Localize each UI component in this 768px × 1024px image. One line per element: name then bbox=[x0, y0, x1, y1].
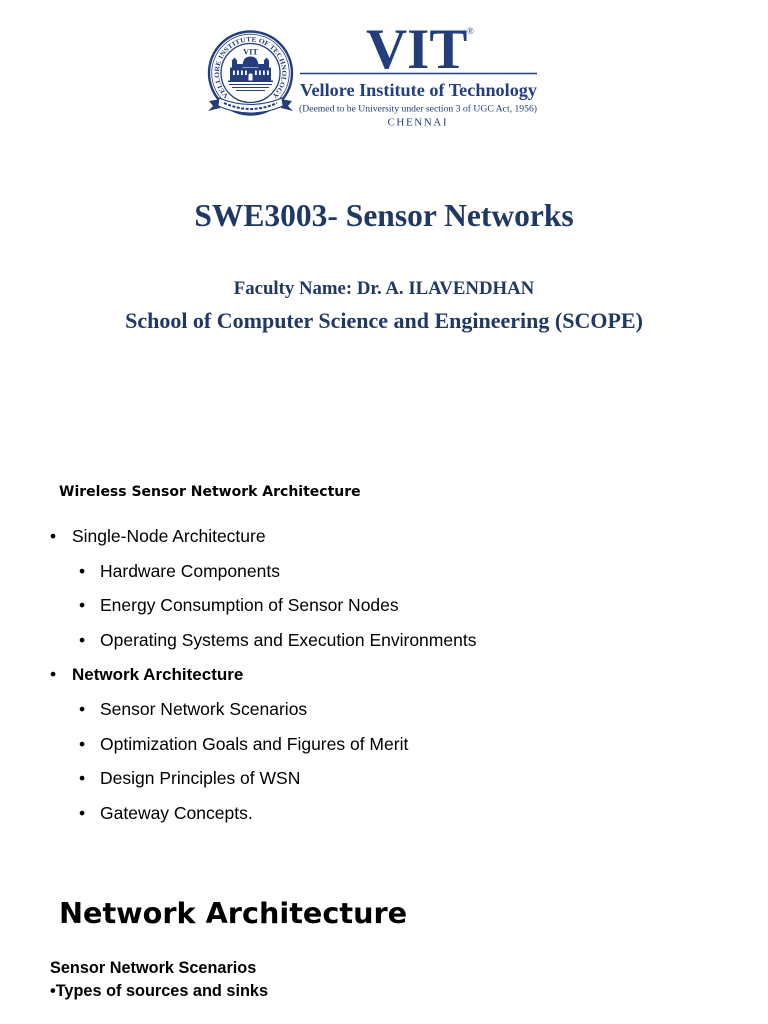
list-item-text: Single-Node Architecture bbox=[72, 525, 266, 546]
seal-ring-text-path: VELLORE INSTITUTE OF TECHNOLOGY bbox=[213, 36, 288, 100]
building-left-tower bbox=[232, 61, 237, 68]
section-point: •Types of sources and sinks bbox=[50, 982, 269, 1001]
building-right-wing bbox=[259, 64, 265, 68]
course-title: SWE3003- Sensor Networks bbox=[194, 198, 574, 233]
bullet: • bbox=[79, 767, 86, 788]
list-subitem-text: Energy Consumption of Sensor Nodes bbox=[100, 594, 399, 615]
seal-building-illustration bbox=[228, 57, 273, 83]
section-subheading: Sensor Network Scenarios bbox=[50, 959, 257, 978]
list-subitem-text: Sensor Network Scenarios bbox=[100, 698, 308, 719]
seal-emblem bbox=[208, 32, 293, 115]
wordmark-vit: VIT bbox=[366, 18, 468, 81]
bullet: • bbox=[79, 560, 86, 581]
building-door bbox=[249, 73, 253, 80]
building-ground bbox=[228, 81, 273, 83]
bullet: • bbox=[79, 802, 86, 823]
institute-name: Vellore Institute of Technology bbox=[300, 80, 538, 100]
campus-name: CHENNAI bbox=[387, 116, 447, 129]
list-subitem-text: Hardware Components bbox=[100, 560, 280, 581]
bullet: • bbox=[50, 663, 57, 684]
building-right-tower bbox=[264, 61, 269, 68]
outline-heading: Wireless Sensor Network Architecture bbox=[59, 483, 361, 500]
building-left-wing bbox=[237, 64, 243, 68]
list-subitem-text: Design Principles of WSN bbox=[100, 767, 301, 788]
seal-center-text: VIT bbox=[242, 46, 259, 57]
faculty-name: Faculty Name: Dr. A. ILAVENDHAN bbox=[233, 277, 535, 299]
list-item-text: Network Architecture bbox=[72, 664, 244, 684]
bullet: • bbox=[79, 733, 86, 754]
bullet: • bbox=[79, 698, 86, 719]
list-subitem-text: Optimization Goals and Figures of Merit bbox=[100, 733, 409, 754]
vit-logo bbox=[200, 20, 545, 132]
section-heading: Network Architecture bbox=[59, 895, 408, 930]
list-subitem-text: Gateway Concepts. bbox=[100, 802, 253, 823]
list-subitem-text: Operating Systems and Execution Environments bbox=[100, 629, 477, 650]
school-name: School of Computer Science and Engineering (SCOPE) bbox=[125, 307, 643, 333]
bullet: • bbox=[50, 525, 57, 546]
registered-mark: ® bbox=[467, 26, 474, 36]
deemed-university-note: (Deemed to be University under section 3 of UGC Act, 1956) bbox=[299, 103, 537, 115]
bullet: • bbox=[79, 629, 86, 650]
bullet: • bbox=[79, 594, 86, 615]
vit-wordmark bbox=[299, 18, 537, 129]
